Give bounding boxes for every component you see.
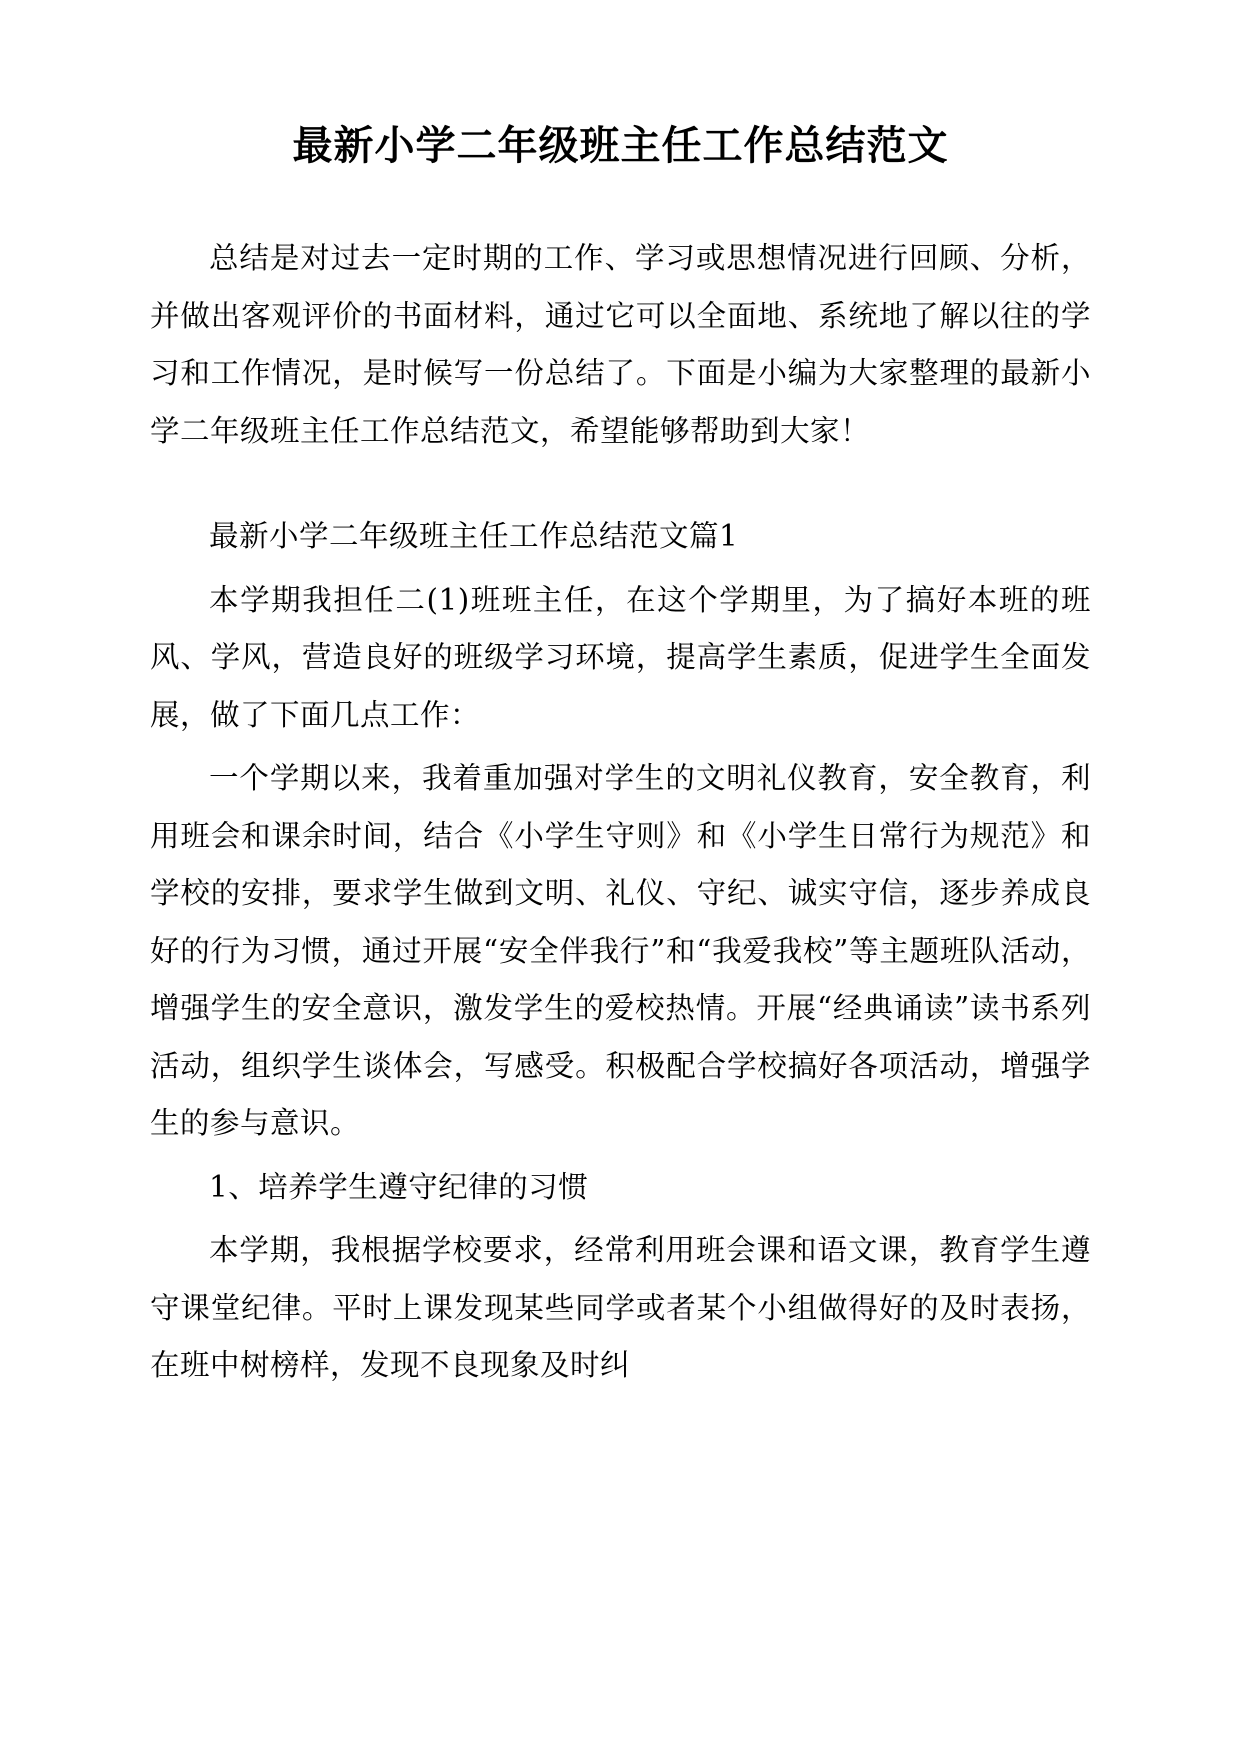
body-paragraph-1: 本学期我担任二(1)班班主任，在这个学期里，为了搞好本班的班风、学风，营造良好的班级学习环境，提高学生素质，促进学生全面发展，做了下面几点工作：	[150, 582, 1091, 732]
intro-paragraph: 总结是对过去一定时期的工作、学习或思想情况进行回顾、分析，并做出客观评价的书面材料，通过它可以全面地、系统地了解以往的学习和工作情况，是时候写一份总结了。下面是小编为大家整理的最新小学二年级班主任工作总结范文，希望能够帮助到大家！	[150, 241, 1091, 448]
body-paragraph-3: 本学期，我根据学校要求，经常利用班会课和语文课，教育学生遵守课堂纪律。平时上课发现某些同学或者某个小组做得好的及时表扬，在班中树榜样，发现不良现象及时纠	[150, 1233, 1091, 1383]
body-paragraph-2: 一个学期以来，我着重加强对学生的文明礼仪教育，安全教育，利用班会和课余时间，结合《小学生守则》和《小学生日常行为规范》和学校的安排，要求学生做到文明、礼仪、守纪、诚实守信，逐步养成良好的行为习惯，通过开展“安全伴我行”和“我爱我校”等主题班队活动，增强学生的安全意识，激发学生的爱校热情。开展“经典诵读”读书系列活动，组织学生谈体会，写感受。积极配合学校搞好各项活动，增强学生的参与意识。	[150, 761, 1091, 1141]
page-title: 最新小学二年级班主任工作总结范文	[292, 123, 949, 169]
paragraph-spacer	[150, 466, 1091, 508]
section-heading: 最新小学二年级班主任工作总结范文篇1	[209, 519, 739, 554]
list-item-1: 1、培养学生遵守纪律的习惯	[209, 1169, 589, 1204]
